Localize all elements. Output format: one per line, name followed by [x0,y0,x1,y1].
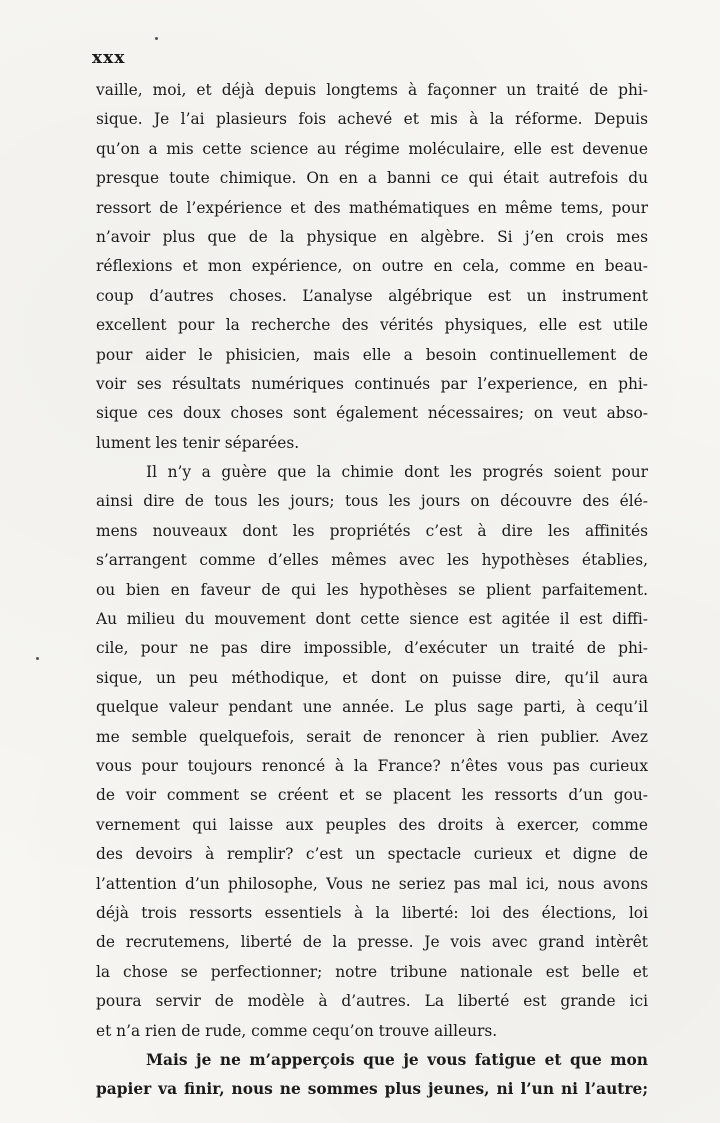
text-line: ainsi dire de tous les jours; tous les jours on découvre des élé- [96,492,648,511]
text-line: pour aider le phisicien, mais elle a besoin continuellement de [96,345,648,364]
page-number: xxx [92,48,126,68]
text-line: réflexions et mon expérience, on outre en cela, comme en beau- [96,257,648,276]
text-line: qu’on a mis cette science au régime moléculaire, elle est devenue [96,139,648,158]
text-line: déjà trois ressorts essentiels à la liberté: loi des élections, loi [96,903,648,922]
text-line: et n’a rien de rude, comme cequ’on trouve ailleurs. [96,1021,498,1040]
text-line: n’avoir plus que de la physique en algèbre. Si j’en crois mes [96,227,648,246]
text-line: ressort de l’expérience et des mathématiques en même tems, pour [96,198,648,217]
text-line: presque toute chimique. On en a banni ce qui était autrefois du [96,169,648,188]
text-line: sique, un peu méthodique, et dont on puisse dire, qu’il aura [96,668,648,687]
text-line: des devoirs à remplir? c’est un spectacle curieux et digne de [96,845,648,864]
text-line: vernement qui laisse aux peuples des droits à exercer, comme [96,815,648,834]
text-line: excellent pour la recherche des vérités physiques, elle est utile [96,316,648,335]
text-line: l’attention d’un philosophe, Vous ne seriez pas mal ici, nous avons [96,874,648,893]
ink-speck [155,37,158,40]
text-line: cile, pour ne pas dire impossible, d’exécuter un traité de phi- [96,639,648,658]
text-line: ou bien en faveur de qui les hypothèses se plient parfaitement. [96,580,648,599]
text-line: sique ces doux choses sont également nécessaires; on veut abso- [96,404,648,423]
text-line: lument les tenir séparées. [96,433,300,452]
text-line: s’arrangent comme d’elles mêmes avec les hypothèses établies, [96,551,648,570]
text-line: coup d’autres choses. L’analyse algébrique est un instrument [96,286,648,305]
text-line: mens nouveaux dont les propriétés c’est à dire les affinités [96,521,648,540]
text-line: sique. Je l’ai plasieurs fois achevé et mis à la réforme. Depuis [96,110,648,129]
text-line: Mais je ne m’apperçois que je vous fatigue et que mon [146,1050,648,1069]
ink-speck [36,657,39,660]
text-line: Au milieu du mouvement dont cette sience est agitée il est diffi- [96,610,648,629]
text-line: vaille, moi, et déjà depuis longtems à façonner un traité de phi- [96,81,648,99]
text-line: me semble quelquefois, serait de renoncer à rien publier. Avez [96,727,648,746]
text-line: de recrutemens, liberté de la presse. Je vois avec grand intèrêt [96,933,648,952]
text-line: poura servir de modèle à d’autres. La liberté est grande ici [96,992,648,1011]
text-line: de voir comment se créent et se placent les ressorts d’un gou- [96,786,648,805]
text-line: la chose se perfectionner; notre tribune nationale est belle et [96,962,648,981]
text-line: quelque valeur pendant une année. Le plus sage parti, à cequ’il [96,698,648,717]
text-line: voir ses résultats numériques continués par l’experience, en phi- [96,374,648,393]
body-text [96,76,648,1105]
text-line: Il n’y a guère que la chimie dont les progrés soient pour [146,463,648,482]
text-line: vous pour toujours renoncé à la France? n’êtes vous pas curieux [96,756,648,775]
text-line: papier va finir, nous ne sommes plus jeunes, ni l’un ni l’autre; [96,1080,648,1099]
